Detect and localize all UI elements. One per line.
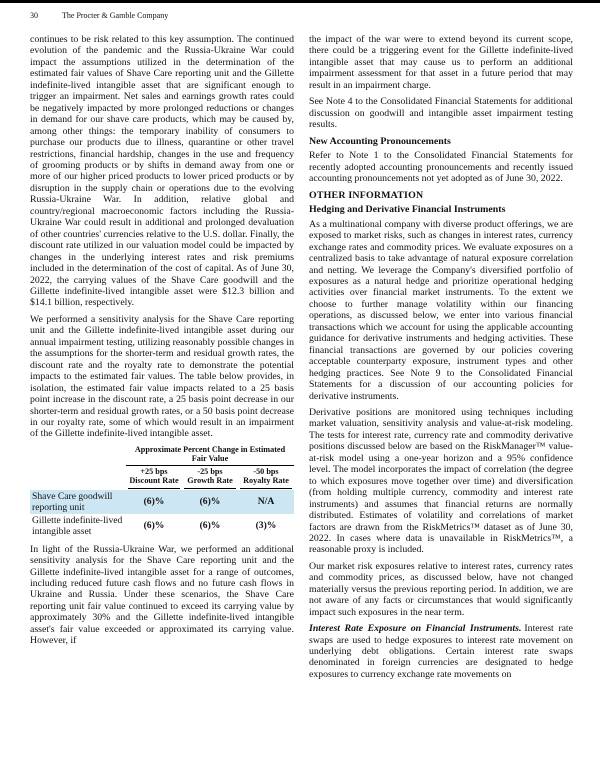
- heading-other-information: OTHER INFORMATION: [309, 189, 424, 201]
- paragraph-war-impact: the impact of the war were to extend beyond its current scope, there could be a triggering event for the Gillette indefinite-lived intangible asset that may cause us to perform an additional impairment assessment for that asset in a future period that may result in an impairment charge.: [309, 34, 573, 91]
- paragraph-market-risks: As a multinational company with diverse product offerings, we are exposed to market risks, such as changes in interest rates, currency exchange rates and commodity prices. We evaluate exposures on a centralized basis to take advantage of natural exposure correlation and netting. We leverage the Company's diversified portfolio of exposures as a natural hedge and prioritize operational hedging activities over financial market instruments. To the extent we choose to further manage volatility within our financing operations, as discussed below, we enter into various financial transactions which we account for using the applicable accounting guidance for derivative instruments and hedging activities. These financial transactions are governed by our policies covering acceptable counterparty exposure, instrument types and other hedging practices. See Note 9 to the Consolidated Financial Statements for a discussion of our accounting policies for derivative instruments.: [309, 218, 573, 402]
- heading-new-accounting-pronouncements: New Accounting Pronouncements: [309, 135, 451, 147]
- paragraph-market-risk-exposures: Our market risk exposures relative to interest rates, currency rates and commodity prices, as discussed below, have not changed materially versus the previous reporting period. In addition, we are not aware of any facts or circumstances that would significantly impact such exposures in the near term.: [309, 560, 573, 618]
- row-value: (3)%: [255, 520, 277, 532]
- table-column-header-row: [30, 465, 294, 489]
- sensitivity-table: [30, 444, 294, 538]
- row-value: (6)%: [143, 496, 165, 508]
- paragraph-risk-assumption: continues to be risk related to this key assumption. The continued evolution of the pandemic and the Russia-Ukraine War could impact the assumptions utilized in the determination of the estimated fair values of Shave Care reporting unit and the Gillette indefinite-lived intangible asset that are significant enough to trigger an impairment. Net sales and earnings growth rates could be negatively impacted by more prolonged reductions or changes in demand for our shave care products, which may be caused by, among other things: the temporary inability of consumers to purchase our products due to illness, quarantine or other travel restrictions, financial hardship, changes in the use and frequency of grooming products or by shifts in demand away from one or more of our higher priced products to lower priced products or by disruption in the supply chain or operations due to the evolving Russia-Ukraine War. In addition, relative global and country/regional macroeconomic factors including the Russia-Ukraine War could result in additional and prolonged devaluation of other countries' currencies relative to the U.S. dollar. Finally, the discount rate utilized in our valuation model could be impacted by changes in the underlying interest rates and risk premiums included in the determination of the cost of capital. As of June 30, 2022, the carrying values of the Shave Care goodwill and the Gillette indefinite-lived intangible asset were $12.3 billion and $14.1 billion, respectively.: [30, 34, 294, 309]
- row-value: (6)%: [199, 520, 221, 532]
- paragraph-derivative-positions: Derivative positions are monitored using techniques including market valuation, sensitivity analysis and value-at-risk modeling. The tests for interest rate, currency rate and commodity derivative positions discussed below are based on the RiskManager™ value-at-risk model using a one-year horizon and a 95% confidence level. The model incorporates the impact of correlation (the degree to which exposures move together over time) and diversification (from holding multiple currency, commodity and interest rate instruments) and assumes that financial returns are normally distributed. Estimates of volatility and correlations of market factors are drawn from the RiskMetrics™ dataset as of June 30, 2022. In cases where data is unavailable in RiskMetrics™, a reasonable proxy is included.: [309, 406, 573, 556]
- left-column: [30, 34, 294, 685]
- paragraph-see-note-4: See Note 4 to the Consolidated Financial Statements for additional discussion on goodwill and intangible asset impairment testing results.: [309, 96, 573, 131]
- paragraph-sensitivity-analysis: We performed a sensitivity analysis for the Shave Care reporting unit and the Gillette indefinite-lived intangible asset during our annual impairment testing, utilizing reasonably possible changes in the assumptions for the shorter-term and residual growth rates, the discount rate and the royalty rate to demonstrate the potential impacts to the estimated fair values. The table below provides, in isolation, the estimated fair value impacts related to a 25 basis point increase in the discount rate, a 25 basis point decrease in our shorter-term and residual growth rates, or a 50 basis point decrease in our royalty rate, some of which would result in an impairment of the Gillette indefinite-lived intangible asset.: [30, 313, 294, 440]
- column-header-growth-rate: -25 bps Growth Rate: [182, 465, 238, 489]
- company-name: The Procter & Gamble Company: [62, 11, 169, 20]
- column-header-royalty-rate: -50 bps Royalty Rate: [238, 465, 294, 489]
- table-spanning-header: Approximate Percent Change in Estimated Fair Value: [126, 444, 294, 465]
- row-label: Gillette indefinite-lived intangible asset: [32, 514, 123, 537]
- table-spanning-header-row: [30, 444, 294, 465]
- interest-rate-exposure-text: Interest rate swaps are used to hedge exposures to interest rate movement on underlying debt obligations. Certain interest rate swaps denominated in foreign currencies are designated to hedge exposures to currency exchange rate movements on: [309, 623, 573, 680]
- paragraph-additional-sensitivity: In light of the Russia-Ukraine War, we performed an additional sensitivity analysis for the Shave Care reporting unit and the Gillette indefinite-lived intangible asset for a range of outcomes, including reduced future cash flows and no future cash flows in Ukraine and Russia. Under these scenarios, the Shave Care reporting unit fair value continued to exceed its carrying value by approximately 30% and the Gillette indefinite-lived intangible asset's fair value exceeded or approximated its carrying value. However, if: [30, 543, 294, 647]
- paragraph-interest-rate-exposure: [309, 623, 573, 680]
- page-header: [30, 11, 570, 20]
- page-top-border: [0, 0, 600, 3]
- column-header-discount-rate: +25 bps Discount Rate: [126, 465, 182, 489]
- row-value: (6)%: [199, 496, 221, 508]
- row-value: (6)%: [143, 520, 165, 532]
- two-column-body: [30, 34, 573, 685]
- page-number: 30: [30, 11, 38, 20]
- paragraph-refer-note-1: Refer to Note 1 to the Consolidated Financial Statements for recently adopted accounting pronouncements and recently issued accounting pronouncements not yet adopted as of June 30, 2022.: [309, 150, 573, 185]
- table-row: [30, 514, 294, 538]
- row-value: N/A: [257, 496, 275, 508]
- right-column: [309, 34, 573, 685]
- table-row: [30, 490, 294, 514]
- interest-rate-exposure-lead: Interest Rate Exposure on Financial Instruments.: [309, 623, 522, 635]
- heading-hedging-derivatives: Hedging and Derivative Financial Instruments: [309, 204, 506, 216]
- row-label: Shave Care goodwill reporting unit: [32, 490, 113, 513]
